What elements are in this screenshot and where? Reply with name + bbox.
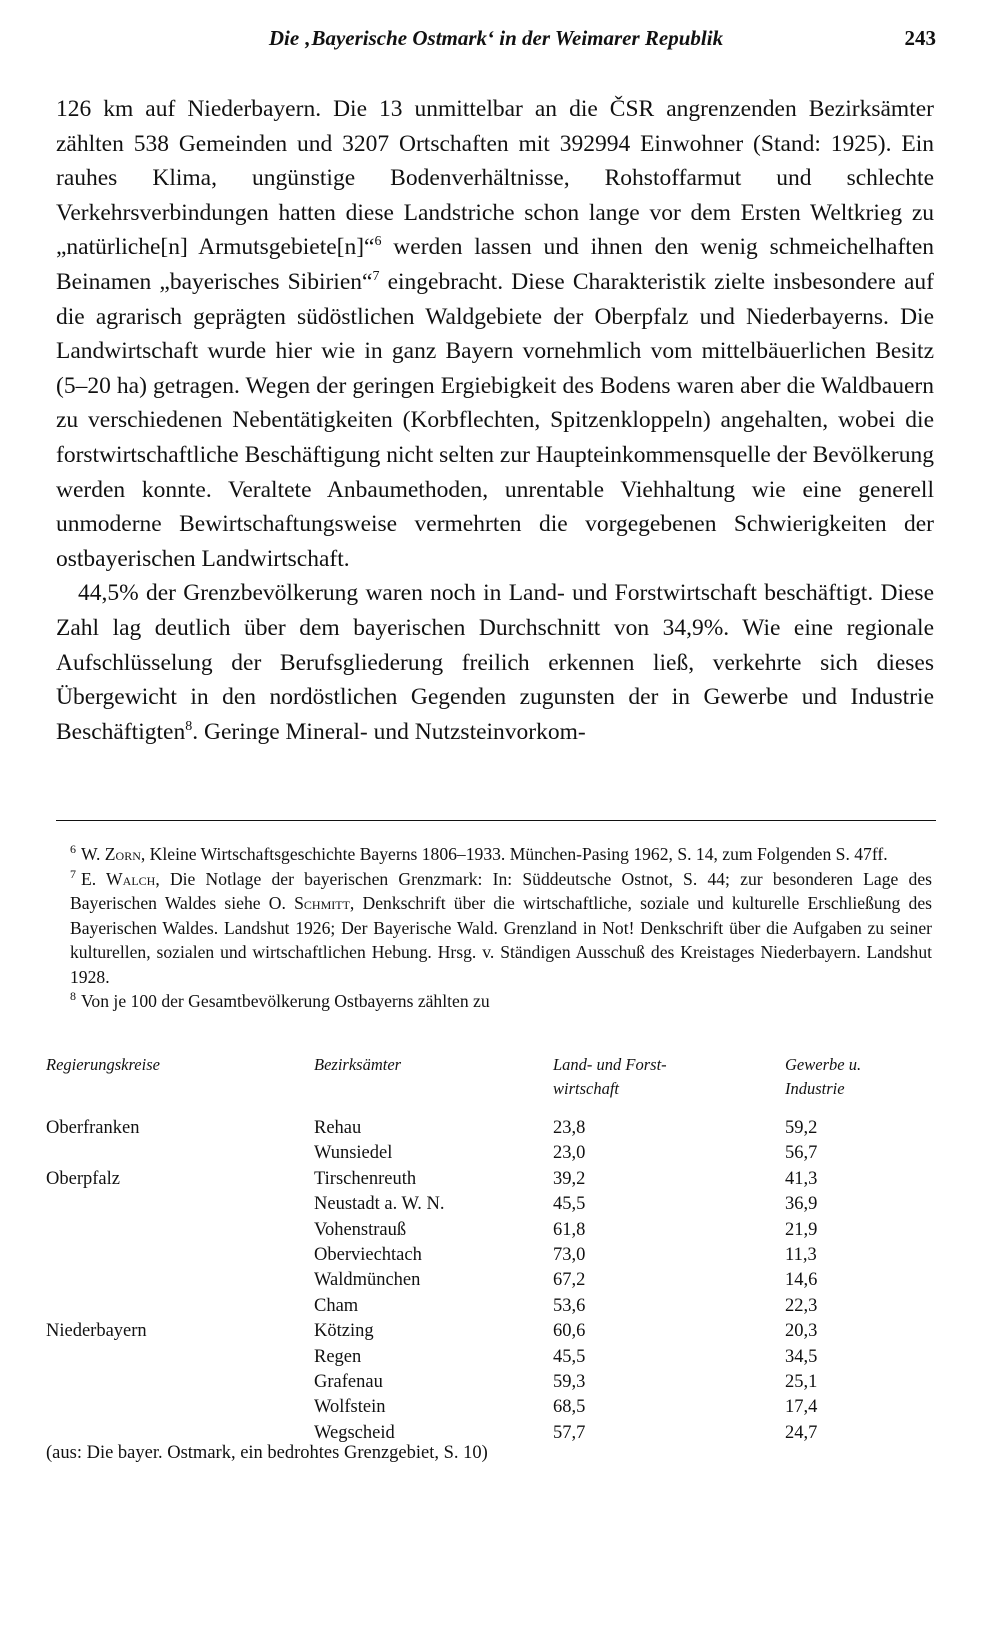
footnote-7-text-1: , Die Notlage der bayerischen Grenzmark: In: Süddeutsche Ostnot, S. 44; zur besonderen Lage des Bayerischen Waldes siehe O.: [70, 868, 933, 913]
cell-bezirksamt: Rehau: [314, 1118, 362, 1138]
column-header-gewerbe-industrie-line-2: Industrie: [785, 1079, 845, 1098]
cell-gewerbe-industrie: 36,9: [785, 1194, 818, 1215]
table-row: [46, 1242, 946, 1268]
cell-gewerbe-industrie: 14,6: [785, 1270, 818, 1291]
paragraph-1: [56, 92, 934, 576]
column-header-kreis: Regierungskreise: [46, 1055, 160, 1074]
footnote-7-author-1: E. Walch: [81, 868, 156, 889]
cell-gewerbe-industrie: 34,5: [785, 1346, 818, 1367]
table-row: [46, 1369, 946, 1395]
column-header-land-forst: [553, 1053, 667, 1101]
table-row: [46, 1115, 946, 1141]
cell-land-forst: 23,8: [553, 1118, 586, 1138]
cell-gewerbe-industrie: 20,3: [785, 1321, 818, 1342]
cell-gewerbe-industrie: 25,1: [785, 1372, 818, 1392]
table-row: [46, 1318, 946, 1344]
paragraph-2-part-2: . Geringe Mineral- und Nutzsteinvorkom-: [192, 718, 586, 745]
cell-bezirksamt: Wegscheid: [314, 1422, 395, 1443]
footnote-6: [56, 842, 932, 867]
cell-gewerbe-industrie: 41,3: [785, 1168, 818, 1189]
table-row: [46, 1394, 946, 1420]
cell-regierungskreis: Niederbayern: [46, 1321, 147, 1342]
cell-land-forst: 61,8: [553, 1219, 586, 1240]
column-header-gewerbe-industrie: [785, 1053, 861, 1101]
table-row: [46, 1140, 946, 1166]
table-row: [46, 1420, 946, 1446]
cell-bezirksamt: Vohenstrauß: [314, 1219, 407, 1240]
footnote-6-text: , Kleine Wirtschaftsgeschichte Bayerns 1806–1933. München-Pasing 1962, S. 14, zum Folgenden S. 47ff.: [140, 844, 888, 864]
table-row: [46, 1166, 946, 1192]
table-row: [46, 1293, 946, 1319]
paragraph-1-part-3: eingebracht. Diese Charakteristik zielte insbesondere auf die agrarisch geprägten südöstlichen Waldgebiete der Oberpfalz und Niederbayerns. Die Landwirtschaft wurde hier wie in ganz Bayern vornehmlich vom mittelbäuerlichen Besitz (5–20 ha) getragen. Wegen der geringen Ergiebigkeit des Bodens waren aber die Waldbauern zu verschiedenen Nebentätigkeiten (Korbflechten, Spitzenkloppeln) angehalten, wobei die forstwirtschaftliche Beschäftigung nicht selten zur Haupteinkommensquelle der Bevölkerung werden konnte. Veraltete Anbaumethoden, unrentable Viehhaltung wie eine generell unmoderne Bewirtschaftungsweise vermehrten die vorgegebenen Schwierigkeiten der ostbayerischen Landwirtschaft.: [56, 268, 934, 572]
cell-bezirksamt: Grafenau: [314, 1372, 383, 1392]
cell-gewerbe-industrie: 11,3: [785, 1245, 817, 1265]
table-row: [46, 1344, 946, 1370]
footnote-8-number: 8: [70, 989, 76, 1004]
footnote-separator: [56, 820, 936, 821]
cell-land-forst: 60,6: [553, 1321, 586, 1342]
column-header-land-forst-line-1: Land- und Forst-: [553, 1055, 667, 1074]
paragraph-2-part-1: 44,5% der Grenzbevölkerung waren noch in Land- und Forstwirtschaft beschäftigt. Diese Zahl lag deutlich über dem bayerischen Durchschnitt von 34,9%. Wie eine regionale Aufschlüsselung der Berufsgliederung freilich erkennen ließ, verkehrte sich dieses Übergewicht in den nordöstlichen Gegenden zugunsten der in Gewerbe und Industrie Beschäftigten: [56, 580, 934, 745]
footnote-7-text-2: , Denkschrift über die wirtschaftliche, soziale und kulturelle Erschließung des Bayerischen Waldes. Landshut 1926; Der Bayerische Wald. Grenzland in Not! Denkschrift über die Aufgaben zu seiner kulturellen, sozialen und wirtschaftlichen Hebung. Hrsg. v. Ständigen Ausschuß des Kreistages Niederbayern. Landshut 1928.: [70, 893, 932, 987]
footnote-7-number: 7: [70, 866, 76, 881]
cell-land-forst: 39,2: [553, 1168, 586, 1189]
footnote-7: [56, 867, 932, 990]
cell-regierungskreis: Oberfranken: [46, 1118, 140, 1138]
main-text: [56, 92, 934, 749]
cell-bezirksamt: Tirschenreuth: [314, 1168, 417, 1189]
cell-gewerbe-industrie: 24,7: [785, 1422, 818, 1443]
cell-gewerbe-industrie: 21,9: [785, 1219, 818, 1240]
footnote-ref-6: 6: [374, 234, 382, 250]
cell-bezirksamt: Wunsiedel: [314, 1143, 393, 1164]
column-header-land-forst-line-2: wirtschaft: [553, 1079, 620, 1098]
cell-regierungskreis: Oberpfalz: [46, 1168, 120, 1189]
footnote-ref-7: 7: [372, 269, 380, 285]
footnotes: [56, 842, 932, 1014]
paragraph-1-part-2: werden lassen und ihnen den wenig schmeichelhaften Beinamen „bayerisches Sibirien“: [56, 234, 934, 295]
cell-land-forst: 57,7: [553, 1422, 586, 1443]
cell-land-forst: 45,5: [553, 1346, 586, 1367]
cell-bezirksamt: Neustadt a. W. N.: [314, 1194, 445, 1215]
paragraph-1-part-1: 126 km auf Niederbayern. Die 13 unmittelbar an die ČSR angrenzenden Bezirksämter zählten 538 Gemeinden und 3207 Ortschaften mit 392994 Einwohner (Stand: 1925). Ein rauhes Klima, ungünstige Bodenverhältnisse, Rohstoffarmut und schlechte Verkehrsverbindungen hatten diese Landstriche schon lange vor dem Ersten Weltkrieg zu „natürliche[n] Armutsgebiete[n]“: [56, 96, 934, 261]
cell-bezirksamt: Kötzing: [314, 1321, 374, 1342]
table-row: [46, 1267, 946, 1293]
column-header-amt: Bezirksämter: [314, 1055, 402, 1074]
paragraph-2: [56, 576, 934, 749]
cell-bezirksamt: Cham: [314, 1295, 359, 1316]
running-title: Die ‚Bayerische Ostmark‘ in der Weimarer Republik: [268, 26, 724, 50]
cell-bezirksamt: Oberviechtach: [314, 1245, 422, 1265]
footnote-8: [56, 989, 932, 1014]
cell-bezirksamt: Waldmünchen: [314, 1270, 421, 1291]
cell-land-forst: 67,2: [553, 1270, 586, 1291]
cell-gewerbe-industrie: 22,3: [785, 1295, 818, 1316]
table-row: [46, 1217, 946, 1243]
cell-bezirksamt: Wolfstein: [314, 1397, 386, 1418]
cell-land-forst: 45,5: [553, 1194, 586, 1215]
running-header: [56, 26, 936, 56]
cell-land-forst: 73,0: [553, 1245, 586, 1265]
cell-land-forst: 53,6: [553, 1295, 586, 1316]
cell-land-forst: 23,0: [553, 1143, 586, 1164]
footnote-6-number: 6: [70, 842, 76, 857]
cell-gewerbe-industrie: 56,7: [785, 1143, 818, 1164]
page-number: 243: [904, 26, 936, 50]
cell-gewerbe-industrie: 59,2: [785, 1118, 818, 1138]
cell-land-forst: 68,5: [553, 1397, 586, 1418]
column-header-gewerbe-industrie-line-1: Gewerbe u.: [785, 1055, 862, 1074]
cell-bezirksamt: Regen: [314, 1346, 362, 1367]
footnote-7-author-2: Schmitt: [294, 893, 350, 913]
footnote-ref-8: 8: [185, 718, 193, 734]
cell-land-forst: 59,3: [553, 1372, 586, 1392]
table-row: [46, 1191, 946, 1217]
table-source: (aus: Die bayer. Ostmark, ein bedrohtes Grenzgebiet, S. 10): [46, 1443, 488, 1463]
cell-gewerbe-industrie: 17,4: [785, 1397, 818, 1418]
footnote-6-author: W. Zorn: [81, 844, 141, 864]
footnote-8-text: Von je 100 der Gesamtbevölkerung Ostbayerns zählten zu: [81, 991, 490, 1011]
